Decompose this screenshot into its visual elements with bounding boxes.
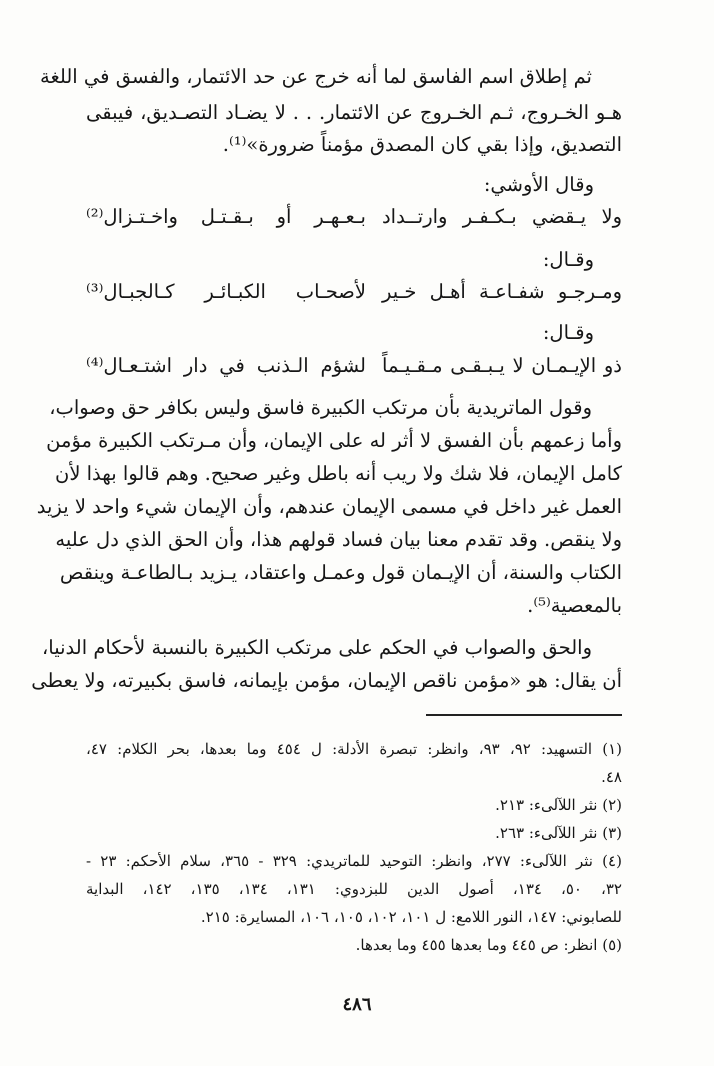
verse-first-hemistich: ذو الإيـمـان لا يـبـقـى مـقـيـماً [382,354,622,377]
speaker-label: وقـال: [542,248,594,271]
body-line: بالمعصية⁽⁵⁾. [527,594,622,617]
body-line: ثم إطلاق اسم الفاسق لما أنه خرج عن حد الائتمار، والفسق في اللغة [40,65,592,88]
footnote-line: (٣) نثر اللآلىء: ٢٦٣. [495,824,622,842]
footnote-line: ٣٢، ٥٠، ١٣٤، أصول الدين للبزدوي: ١٣١، ١٣٤، ١٣٥، ١٤٢، البداية [86,880,622,898]
verse-first-hemistich: ومـرجـو شفـاعـة أهـل خـير [382,280,622,303]
body-line: الكتاب والسنة، أن الإيـمان قول وعمـل واعتقاد، يـزيد بـالطاعـة وينقص [59,561,622,584]
body-line: التصديق، وإذا بقي كان المصدق مؤمناً ضرورة»⁽¹⁾. [222,133,622,156]
speaker-label: وقـال: [542,321,594,344]
footnote-line: (٤) نثر اللآلىء: ٢٧٧، وانظر: التوحيد للماتريدي: ٣٢٩ - ٣٦٥، سلام الأحكم: ٢٣ - [86,852,622,870]
speaker-label: وقال الأوشي: [483,173,594,196]
verse-second-hemistich: بـعـهـر أو بـقـتـل واخـتـزال⁽²⁾ [86,205,366,228]
body-line: ولا ينقص. وقد تقدم معنا بيان فساد قولهم هذا، وأن الحق الذي دل عليه [55,528,622,551]
verse-line [86,350,622,382]
footnote-line: (١) التسهيد: ٩٢، ٩٣، وانظر: تبصرة الأدلة: ل ٤٥٤ وما بعدها، بحر الكلام: ٤٧، [86,740,622,758]
verse-second-hemistich: لشؤم الـذنب في دار اشتـعـال⁽⁴⁾ [86,354,366,377]
footnote-line: ٤٨. [601,768,622,786]
footnote-line: (٥) انظر: ص ٤٤٥ وما بعدها ٤٥٥ وما بعدها. [355,936,622,954]
page-number: ٤٨٦ [342,994,372,1015]
body-line: كامل الإيمان، فلا شك ولا ريب أنه باطل وغير صحيح. وهم قالوا بهذا لأن [55,462,622,485]
verse-second-hemistich: لأصحـاب الكبـائـر كـالجبـال⁽³⁾ [86,280,366,303]
verse-first-hemistich: ولا يـقضي بـكـفـر وارتــداد [382,205,622,228]
body-line: وأما زعمهم بأن الفسق لا أثر له على الإيمان، وأن مـرتكب الكبيرة مؤمن [46,429,622,452]
body-line: هـو الخـروج، ثـم الخـروج عن الائتمار. . . لا يضـاد التصـديق، فيبقى [86,101,622,124]
footnote-line: (٢) نثر اللآلىء: ٢١٣. [495,796,622,814]
footnote-separator [426,714,622,716]
body-line: وقول الماتريدية بأن مرتكب الكبيرة فاسق وليس بكافر حق وصواب، [49,396,592,419]
footnote-line: للصابوني: ١٤٧، النور اللامع: ل ١٠١، ١٠٢، ١٠٥، ١٠٦، المسايرة: ٢١٥. [200,908,622,926]
body-line: العمل غير داخل في مسمى الإيمان عندهم، وأن الإيمان شيء واحد لا يزيد [36,495,622,518]
body-line: والحق والصواب في الحكم على مرتكب الكبيرة بالنسبة لأحكام الدنيا، [41,636,592,659]
verse-line [86,276,622,308]
body-line: أن يقال: هو «مؤمن ناقص الإيمان، مؤمن بإيمانه، فاسق بكبيرته، ولا يعطى [31,669,622,692]
verse-line [86,201,622,233]
